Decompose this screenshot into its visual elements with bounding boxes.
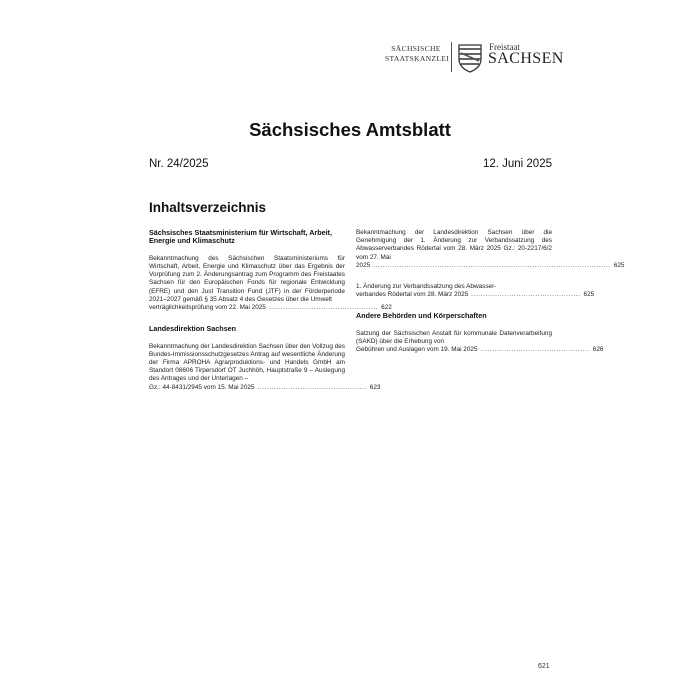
entry-leader-line [356,261,625,270]
staatskanzlei-line1: SÄCHSISCHE [391,44,441,53]
toc-entry-genehmigung[interactable] [356,229,625,270]
entry-page-number: 623 [369,383,381,391]
dot-leader: .............................................. [471,291,581,299]
entry-last-line: verbandes Rödertal vom 28. März 2025 [356,291,469,299]
dot-leader: .............................................. [268,304,379,312]
logo-divider [451,42,452,72]
staatskanzlei-line2: STAATSKANZLEI [385,54,450,63]
entry-text: 1. Änderung zur Verbandssatzung des Abwasser- [356,283,497,291]
toc-left-column [149,228,392,405]
staatskanzlei-logo [385,44,450,64]
entry-last-line: 2025 [356,261,371,269]
toc-entry-ministry[interactable] [149,254,392,312]
dot-leader: .............................................. [257,383,367,391]
toc-heading: Inhaltsverzeichnis [149,200,267,215]
issue-date: 12. Juni 2025 [482,158,552,170]
section-title-ministry: Sächsisches Staatsministerium für Wirtschaft, Arbeit, Energie und Klimaschutz [149,228,333,246]
coat-of-arms-icon [457,43,483,73]
entry-last-line: Gz.: 44-8431/2945 vom 15. Mai 2025 [149,383,255,391]
toc-entry-verbandssatzung[interactable] [356,283,595,299]
entry-page-number: 625 [613,261,625,269]
entry-page-number: 622 [381,304,392,312]
entry-text: Bekanntmachung des Sächsischen Staatsministeriums für Wirtschaft, Arbeit, Energie und Klimaschutz über das Ergebnis der Vorprüfung zum 2. Änderungsantrag zum Programm des Freistaates Sachsen für den Europäischen Fonds für regionale Entwicklung (EFRE) und den Just Transition Fund (JTF) in der Förderperiode 2021–2027 gemäß § 35 Absatz 4 des Gesetzes über die Umwelt [149,254,345,303]
entry-leader-line [356,346,604,354]
entry-leader-line [356,291,595,299]
entry-page-number: 626 [592,346,604,354]
dot-leader: .............................................. [480,346,590,354]
page-title: Sächsisches Amtsblatt [249,119,451,140]
entry-text: Satzung der Sächsischen Anstalt für kommunale Datenverarbeitung (SAKD) über die Erhebung von [356,329,552,346]
dot-leader: .................................................................................................... [373,261,611,269]
sachsen-wordmark: SACHSEN [488,50,564,67]
entry-last-line: verträglichkeitsprüfung vom 22. Mai 2025 [149,304,266,312]
toc-right-column [356,229,625,367]
entry-text: Bekanntmachung der Landesdirektion Sachsen über den Vollzug des Bundes-Immissionsschutzgesetzes Antrag auf wesentliche Änderung der Firma APROHA Agrarproduktions- und Handels GmbH am Standort 08606 Tirpersdorf OT Juchhöh, Hauptstraße 9 – Auslegung des Antrages und der Unterlagen – [149,342,345,383]
toc-entry-sakd[interactable] [356,329,604,355]
page-number: 621 [538,663,550,670]
entry-leader-line [149,304,392,312]
entry-leader-line [149,383,381,392]
toc-entry-landesdirektion[interactable] [149,342,381,392]
entry-last-line: Gebühren und Auslagen vom 19. Mai 2025 [356,346,478,354]
section-title-andere-behoerden: Andere Behörden und Körperschaften [356,311,487,321]
entry-text: Bekanntmachung der Landesdirektion Sachsen über die Genehmigung der 1. Änderung zur Verbandssatzung des Abwasserverbandes Rödertal vom 28. März 2025 Gz.: 20-2217/6/2 vom 27. Mai [356,229,552,261]
section-title-landesdirektion: Landesdirektion Sachsen [149,324,237,334]
entry-page-number: 625 [583,291,595,299]
issue-number: Nr. 24/2025 [149,158,209,170]
freistaat-label: Freistaat [489,42,520,52]
